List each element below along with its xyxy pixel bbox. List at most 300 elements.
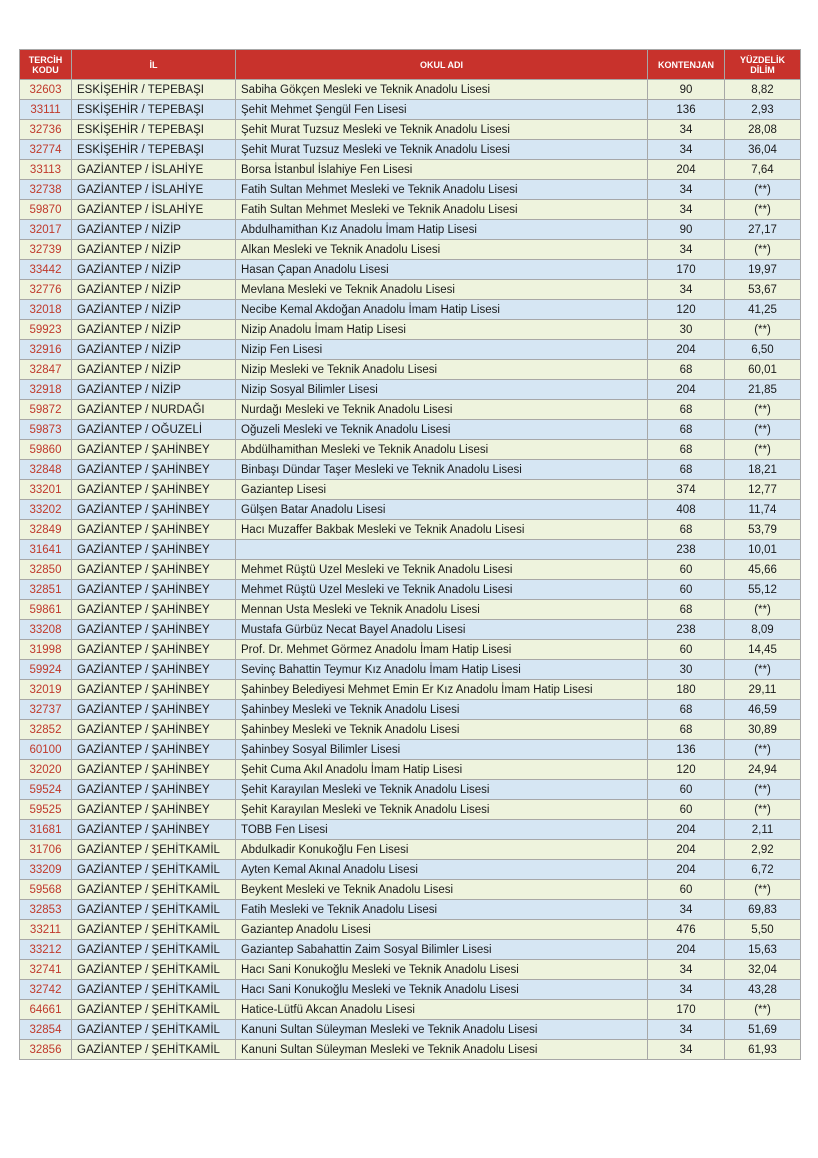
table-row: [20, 840, 801, 860]
okul-adi-cell: Binbaşı Dündar Taşer Mesleki ve Teknik Anadolu Lisesi: [236, 460, 648, 480]
table-body: [20, 80, 801, 1060]
kontenjan-cell: 68: [648, 440, 725, 460]
header-il: İL: [72, 50, 236, 80]
yuzdelik-dilim-cell: 28,08: [725, 120, 801, 140]
table-row: [20, 240, 801, 260]
okul-adi-cell: Gaziantep Lisesi: [236, 480, 648, 500]
il-cell: GAZİANTEP / NİZİP: [72, 220, 236, 240]
header-okul-adi: OKUL ADI: [236, 50, 648, 80]
okul-adi-cell: Abdulkadir Konukoğlu Fen Lisesi: [236, 840, 648, 860]
table-row: [20, 680, 801, 700]
il-cell: GAZİANTEP / ŞAHİNBEY: [72, 780, 236, 800]
il-cell: GAZİANTEP / ŞAHİNBEY: [72, 720, 236, 740]
table-row: [20, 780, 801, 800]
okul-adi-cell: Beykent Mesleki ve Teknik Anadolu Lisesi: [236, 880, 648, 900]
table-row: [20, 480, 801, 500]
tercih-kodu-cell: 32020: [20, 760, 72, 780]
school-table-container: [19, 49, 800, 1060]
okul-adi-cell: Kanuni Sultan Süleyman Mesleki ve Teknik Anadolu Lisesi: [236, 1040, 648, 1060]
il-cell: GAZİANTEP / ŞAHİNBEY: [72, 520, 236, 540]
kontenjan-cell: 68: [648, 360, 725, 380]
yuzdelik-dilim-cell: 61,93: [725, 1040, 801, 1060]
kontenjan-cell: 374: [648, 480, 725, 500]
kontenjan-cell: 238: [648, 540, 725, 560]
table-row: [20, 260, 801, 280]
il-cell: ESKİŞEHİR / TEPEBAŞI: [72, 140, 236, 160]
table-row: [20, 280, 801, 300]
yuzdelik-dilim-cell: 11,74: [725, 500, 801, 520]
yuzdelik-dilim-cell: 2,92: [725, 840, 801, 860]
kontenjan-cell: 120: [648, 300, 725, 320]
okul-adi-cell: Mustafa Gürbüz Necat Bayel Anadolu Lisesi: [236, 620, 648, 640]
okul-adi-cell: Gülşen Batar Anadolu Lisesi: [236, 500, 648, 520]
tercih-kodu-cell: 59870: [20, 200, 72, 220]
yuzdelik-dilim-cell: (**): [725, 180, 801, 200]
okul-adi-cell: Hacı Sani Konukoğlu Mesleki ve Teknik Anadolu Lisesi: [236, 980, 648, 1000]
tercih-kodu-cell: 32018: [20, 300, 72, 320]
header-kontenjan: KONTENJAN: [648, 50, 725, 80]
yuzdelik-dilim-cell: (**): [725, 1000, 801, 1020]
table-row: [20, 160, 801, 180]
yuzdelik-dilim-cell: (**): [725, 660, 801, 680]
table-row: [20, 860, 801, 880]
yuzdelik-dilim-cell: 29,11: [725, 680, 801, 700]
il-cell: GAZİANTEP / NİZİP: [72, 300, 236, 320]
yuzdelik-dilim-cell: 18,21: [725, 460, 801, 480]
il-cell: GAZİANTEP / ŞEHİTKAMİL: [72, 1040, 236, 1060]
yuzdelik-dilim-cell: 14,45: [725, 640, 801, 660]
tercih-kodu-cell: 32849: [20, 520, 72, 540]
okul-adi-cell: Sabiha Gökçen Mesleki ve Teknik Anadolu Lisesi: [236, 80, 648, 100]
kontenjan-cell: 60: [648, 880, 725, 900]
tercih-kodu-cell: 32853: [20, 900, 72, 920]
table-row: [20, 620, 801, 640]
tercih-kodu-cell: 31681: [20, 820, 72, 840]
okul-adi-cell: Nizip Mesleki ve Teknik Anadolu Lisesi: [236, 360, 648, 380]
yuzdelik-dilim-cell: 10,01: [725, 540, 801, 560]
il-cell: GAZİANTEP / ŞAHİNBEY: [72, 560, 236, 580]
tercih-kodu-cell: 33442: [20, 260, 72, 280]
kontenjan-cell: 170: [648, 260, 725, 280]
tercih-kodu-cell: 32017: [20, 220, 72, 240]
kontenjan-cell: 34: [648, 180, 725, 200]
tercih-kodu-cell: 33209: [20, 860, 72, 880]
il-cell: GAZİANTEP / İSLAHİYE: [72, 200, 236, 220]
tercih-kodu-cell: 59568: [20, 880, 72, 900]
kontenjan-cell: 30: [648, 320, 725, 340]
table-row: [20, 960, 801, 980]
il-cell: GAZİANTEP / İSLAHİYE: [72, 160, 236, 180]
tercih-kodu-cell: 32741: [20, 960, 72, 980]
il-cell: GAZİANTEP / ŞEHİTKAMİL: [72, 960, 236, 980]
yuzdelik-dilim-cell: (**): [725, 320, 801, 340]
yuzdelik-dilim-cell: (**): [725, 440, 801, 460]
yuzdelik-dilim-cell: 36,04: [725, 140, 801, 160]
il-cell: GAZİANTEP / ŞAHİNBEY: [72, 740, 236, 760]
table-row: [20, 920, 801, 940]
okul-adi-cell: Hasan Çapan Anadolu Lisesi: [236, 260, 648, 280]
yuzdelik-dilim-cell: 51,69: [725, 1020, 801, 1040]
kontenjan-cell: 476: [648, 920, 725, 940]
tercih-kodu-cell: 32856: [20, 1040, 72, 1060]
tercih-kodu-cell: 32848: [20, 460, 72, 480]
okul-adi-cell: Hatice-Lütfü Akcan Anadolu Lisesi: [236, 1000, 648, 1020]
il-cell: GAZİANTEP / ŞEHİTKAMİL: [72, 1000, 236, 1020]
kontenjan-cell: 34: [648, 1020, 725, 1040]
kontenjan-cell: 238: [648, 620, 725, 640]
tercih-kodu-cell: 32776: [20, 280, 72, 300]
okul-adi-cell: Şahinbey Sosyal Bilimler Lisesi: [236, 740, 648, 760]
okul-adi-cell: Borsa İstanbul İslahiye Fen Lisesi: [236, 160, 648, 180]
yuzdelik-dilim-cell: (**): [725, 780, 801, 800]
kontenjan-cell: 408: [648, 500, 725, 520]
table-row: [20, 760, 801, 780]
table-row: [20, 980, 801, 1000]
okul-adi-cell: Mennan Usta Mesleki ve Teknik Anadolu Lisesi: [236, 600, 648, 620]
kontenjan-cell: 136: [648, 100, 725, 120]
yuzdelik-dilim-cell: 53,79: [725, 520, 801, 540]
il-cell: GAZİANTEP / ŞEHİTKAMİL: [72, 1020, 236, 1040]
table-row: [20, 740, 801, 760]
il-cell: GAZİANTEP / NİZİP: [72, 360, 236, 380]
kontenjan-cell: 90: [648, 80, 725, 100]
okul-adi-cell: Abdulhamithan Kız Anadolu İmam Hatip Lisesi: [236, 220, 648, 240]
tercih-kodu-cell: 32736: [20, 120, 72, 140]
okul-adi-cell: Necibe Kemal Akdoğan Anadolu İmam Hatip Lisesi: [236, 300, 648, 320]
kontenjan-cell: 34: [648, 280, 725, 300]
kontenjan-cell: 90: [648, 220, 725, 240]
table-row: [20, 900, 801, 920]
table-row: [20, 540, 801, 560]
table-row: [20, 700, 801, 720]
okul-adi-cell: Şahinbey Belediyesi Mehmet Emin Er Kız Anadolu İmam Hatip Lisesi: [236, 680, 648, 700]
kontenjan-cell: 204: [648, 160, 725, 180]
okul-adi-cell: Fatih Sultan Mehmet Mesleki ve Teknik Anadolu Lisesi: [236, 180, 648, 200]
yuzdelik-dilim-cell: (**): [725, 400, 801, 420]
tercih-kodu-cell: 59861: [20, 600, 72, 620]
tercih-kodu-cell: 32774: [20, 140, 72, 160]
okul-adi-cell: Nizip Anadolu İmam Hatip Lisesi: [236, 320, 648, 340]
tercih-kodu-cell: 32603: [20, 80, 72, 100]
tercih-kodu-cell: 59873: [20, 420, 72, 440]
tercih-kodu-cell: 59860: [20, 440, 72, 460]
kontenjan-cell: 68: [648, 420, 725, 440]
yuzdelik-dilim-cell: 32,04: [725, 960, 801, 980]
yuzdelik-dilim-cell: 6,72: [725, 860, 801, 880]
il-cell: ESKİŞEHİR / TEPEBAŞI: [72, 120, 236, 140]
tercih-kodu-cell: 59524: [20, 780, 72, 800]
yuzdelik-dilim-cell: 7,64: [725, 160, 801, 180]
il-cell: GAZİANTEP / ŞAHİNBEY: [72, 800, 236, 820]
yuzdelik-dilim-cell: 69,83: [725, 900, 801, 920]
tercih-kodu-cell: 32916: [20, 340, 72, 360]
yuzdelik-dilim-cell: 8,82: [725, 80, 801, 100]
il-cell: GAZİANTEP / ŞEHİTKAMİL: [72, 880, 236, 900]
table-row: [20, 660, 801, 680]
okul-adi-cell: Şehit Murat Tuzsuz Mesleki ve Teknik Anadolu Lisesi: [236, 120, 648, 140]
yuzdelik-dilim-cell: (**): [725, 600, 801, 620]
yuzdelik-dilim-cell: 15,63: [725, 940, 801, 960]
kontenjan-cell: 34: [648, 960, 725, 980]
yuzdelik-dilim-cell: (**): [725, 880, 801, 900]
kontenjan-cell: 170: [648, 1000, 725, 1020]
table-row: [20, 940, 801, 960]
table-row: [20, 360, 801, 380]
table-row: [20, 120, 801, 140]
school-table: [19, 49, 801, 1060]
table-row: [20, 320, 801, 340]
table-row: [20, 180, 801, 200]
yuzdelik-dilim-cell: (**): [725, 800, 801, 820]
il-cell: GAZİANTEP / ŞAHİNBEY: [72, 580, 236, 600]
kontenjan-cell: 34: [648, 140, 725, 160]
table-row: [20, 880, 801, 900]
tercih-kodu-cell: 59872: [20, 400, 72, 420]
tercih-kodu-cell: 32737: [20, 700, 72, 720]
okul-adi-cell: TOBB Fen Lisesi: [236, 820, 648, 840]
okul-adi-cell: Gaziantep Anadolu Lisesi: [236, 920, 648, 940]
kontenjan-cell: 68: [648, 460, 725, 480]
il-cell: GAZİANTEP / NURDAĞI: [72, 400, 236, 420]
il-cell: GAZİANTEP / ŞAHİNBEY: [72, 540, 236, 560]
table-row: [20, 820, 801, 840]
il-cell: GAZİANTEP / ŞEHİTKAMİL: [72, 860, 236, 880]
il-cell: GAZİANTEP / ŞAHİNBEY: [72, 660, 236, 680]
il-cell: GAZİANTEP / ŞAHİNBEY: [72, 440, 236, 460]
yuzdelik-dilim-cell: (**): [725, 740, 801, 760]
tercih-kodu-cell: 59924: [20, 660, 72, 680]
okul-adi-cell: Fatih Sultan Mehmet Mesleki ve Teknik Anadolu Lisesi: [236, 200, 648, 220]
table-row: [20, 1000, 801, 1020]
kontenjan-cell: 120: [648, 760, 725, 780]
table-row: [20, 640, 801, 660]
table-row: [20, 340, 801, 360]
table-row: [20, 600, 801, 620]
okul-adi-cell: Mehmet Rüştü Uzel Mesleki ve Teknik Anadolu Lisesi: [236, 580, 648, 600]
il-cell: GAZİANTEP / ŞAHİNBEY: [72, 460, 236, 480]
yuzdelik-dilim-cell: (**): [725, 420, 801, 440]
il-cell: GAZİANTEP / ŞAHİNBEY: [72, 640, 236, 660]
yuzdelik-dilim-cell: 41,25: [725, 300, 801, 320]
kontenjan-cell: 68: [648, 520, 725, 540]
okul-adi-cell: Ayten Kemal Akınal Anadolu Lisesi: [236, 860, 648, 880]
table-row: [20, 80, 801, 100]
okul-adi-cell: Nizip Sosyal Bilimler Lisesi: [236, 380, 648, 400]
table-row: [20, 380, 801, 400]
yuzdelik-dilim-cell: 12,77: [725, 480, 801, 500]
tercih-kodu-cell: 64661: [20, 1000, 72, 1020]
il-cell: GAZİANTEP / ŞAHİNBEY: [72, 500, 236, 520]
table-row: [20, 200, 801, 220]
okul-adi-cell: Gaziantep Sabahattin Zaim Sosyal Bilimler Lisesi: [236, 940, 648, 960]
il-cell: GAZİANTEP / ŞAHİNBEY: [72, 480, 236, 500]
kontenjan-cell: 34: [648, 120, 725, 140]
okul-adi-cell: [236, 540, 648, 560]
il-cell: GAZİANTEP / ŞEHİTKAMİL: [72, 900, 236, 920]
kontenjan-cell: 204: [648, 840, 725, 860]
table-row: [20, 460, 801, 480]
okul-adi-cell: Şehit Karayılan Mesleki ve Teknik Anadolu Lisesi: [236, 780, 648, 800]
kontenjan-cell: 60: [648, 640, 725, 660]
table-row: [20, 800, 801, 820]
header-tercih-kodu: TERCİH KODU: [20, 50, 72, 80]
tercih-kodu-cell: 32851: [20, 580, 72, 600]
il-cell: GAZİANTEP / İSLAHİYE: [72, 180, 236, 200]
table-row: [20, 420, 801, 440]
yuzdelik-dilim-cell: 19,97: [725, 260, 801, 280]
yuzdelik-dilim-cell: 60,01: [725, 360, 801, 380]
kontenjan-cell: 204: [648, 820, 725, 840]
kontenjan-cell: 34: [648, 900, 725, 920]
tercih-kodu-cell: 32850: [20, 560, 72, 580]
okul-adi-cell: Hacı Muzaffer Bakbak Mesleki ve Teknik Anadolu Lisesi: [236, 520, 648, 540]
kontenjan-cell: 68: [648, 720, 725, 740]
il-cell: GAZİANTEP / ŞEHİTKAMİL: [72, 940, 236, 960]
kontenjan-cell: 204: [648, 380, 725, 400]
okul-adi-cell: Şahinbey Mesleki ve Teknik Anadolu Lisesi: [236, 700, 648, 720]
yuzdelik-dilim-cell: 6,50: [725, 340, 801, 360]
okul-adi-cell: Fatih Mesleki ve Teknik Anadolu Lisesi: [236, 900, 648, 920]
kontenjan-cell: 204: [648, 940, 725, 960]
il-cell: GAZİANTEP / ŞAHİNBEY: [72, 820, 236, 840]
table-row: [20, 400, 801, 420]
kontenjan-cell: 68: [648, 700, 725, 720]
table-row: [20, 1020, 801, 1040]
tercih-kodu-cell: 32847: [20, 360, 72, 380]
tercih-kodu-cell: 32918: [20, 380, 72, 400]
table-row: [20, 500, 801, 520]
tercih-kodu-cell: 32738: [20, 180, 72, 200]
kontenjan-cell: 136: [648, 740, 725, 760]
tercih-kodu-cell: 32854: [20, 1020, 72, 1040]
okul-adi-cell: Prof. Dr. Mehmet Görmez Anadolu İmam Hatip Lisesi: [236, 640, 648, 660]
table-row: [20, 220, 801, 240]
okul-adi-cell: Mehmet Rüştü Uzel Mesleki ve Teknik Anadolu Lisesi: [236, 560, 648, 580]
kontenjan-cell: 30: [648, 660, 725, 680]
okul-adi-cell: Kanuni Sultan Süleyman Mesleki ve Teknik Anadolu Lisesi: [236, 1020, 648, 1040]
kontenjan-cell: 34: [648, 200, 725, 220]
yuzdelik-dilim-cell: 27,17: [725, 220, 801, 240]
il-cell: GAZİANTEP / NİZİP: [72, 260, 236, 280]
okul-adi-cell: Şehit Murat Tuzsuz Mesleki ve Teknik Anadolu Lisesi: [236, 140, 648, 160]
header-yuzdelik-dilim: YÜZDELİK DİLİM: [725, 50, 801, 80]
il-cell: ESKİŞEHİR / TEPEBAŞI: [72, 100, 236, 120]
il-cell: GAZİANTEP / ŞAHİNBEY: [72, 760, 236, 780]
tercih-kodu-cell: 59923: [20, 320, 72, 340]
kontenjan-cell: 68: [648, 600, 725, 620]
tercih-kodu-cell: 59525: [20, 800, 72, 820]
yuzdelik-dilim-cell: 8,09: [725, 620, 801, 640]
tercih-kodu-cell: 33113: [20, 160, 72, 180]
yuzdelik-dilim-cell: 46,59: [725, 700, 801, 720]
table-row: [20, 560, 801, 580]
table-row: [20, 520, 801, 540]
il-cell: ESKİŞEHİR / TEPEBAŞI: [72, 80, 236, 100]
okul-adi-cell: Mevlana Mesleki ve Teknik Anadolu Lisesi: [236, 280, 648, 300]
table-row: [20, 140, 801, 160]
tercih-kodu-cell: 33208: [20, 620, 72, 640]
table-row: [20, 440, 801, 460]
yuzdelik-dilim-cell: 21,85: [725, 380, 801, 400]
tercih-kodu-cell: 32739: [20, 240, 72, 260]
okul-adi-cell: Hacı Sani Konukoğlu Mesleki ve Teknik Anadolu Lisesi: [236, 960, 648, 980]
table-row: [20, 580, 801, 600]
okul-adi-cell: Şahinbey Mesleki ve Teknik Anadolu Lisesi: [236, 720, 648, 740]
il-cell: GAZİANTEP / NİZİP: [72, 320, 236, 340]
okul-adi-cell: Abdülhamithan Mesleki ve Teknik Anadolu Lisesi: [236, 440, 648, 460]
tercih-kodu-cell: 33201: [20, 480, 72, 500]
yuzdelik-dilim-cell: 2,11: [725, 820, 801, 840]
yuzdelik-dilim-cell: 55,12: [725, 580, 801, 600]
kontenjan-cell: 204: [648, 860, 725, 880]
tercih-kodu-cell: 32742: [20, 980, 72, 1000]
okul-adi-cell: Sevinç Bahattin Teymur Kız Anadolu İmam Hatip Lisesi: [236, 660, 648, 680]
tercih-kodu-cell: 33111: [20, 100, 72, 120]
il-cell: GAZİANTEP / NİZİP: [72, 280, 236, 300]
okul-adi-cell: Şehit Mehmet Şengül Fen Lisesi: [236, 100, 648, 120]
yuzdelik-dilim-cell: 2,93: [725, 100, 801, 120]
kontenjan-cell: 68: [648, 400, 725, 420]
il-cell: GAZİANTEP / ŞEHİTKAMİL: [72, 840, 236, 860]
tercih-kodu-cell: 33212: [20, 940, 72, 960]
yuzdelik-dilim-cell: 5,50: [725, 920, 801, 940]
yuzdelik-dilim-cell: 45,66: [725, 560, 801, 580]
il-cell: GAZİANTEP / NİZİP: [72, 340, 236, 360]
il-cell: GAZİANTEP / ŞAHİNBEY: [72, 620, 236, 640]
kontenjan-cell: 60: [648, 580, 725, 600]
kontenjan-cell: 34: [648, 980, 725, 1000]
kontenjan-cell: 34: [648, 240, 725, 260]
tercih-kodu-cell: 60100: [20, 740, 72, 760]
il-cell: GAZİANTEP / NİZİP: [72, 380, 236, 400]
il-cell: GAZİANTEP / ŞAHİNBEY: [72, 600, 236, 620]
okul-adi-cell: Oğuzeli Mesleki ve Teknik Anadolu Lisesi: [236, 420, 648, 440]
il-cell: GAZİANTEP / ŞEHİTKAMİL: [72, 980, 236, 1000]
yuzdelik-dilim-cell: 53,67: [725, 280, 801, 300]
il-cell: GAZİANTEP / ŞAHİNBEY: [72, 700, 236, 720]
tercih-kodu-cell: 33211: [20, 920, 72, 940]
okul-adi-cell: Şehit Cuma Akıl Anadolu İmam Hatip Lisesi: [236, 760, 648, 780]
yuzdelik-dilim-cell: 43,28: [725, 980, 801, 1000]
kontenjan-cell: 60: [648, 560, 725, 580]
il-cell: GAZİANTEP / ŞEHİTKAMİL: [72, 920, 236, 940]
kontenjan-cell: 204: [648, 340, 725, 360]
yuzdelik-dilim-cell: 24,94: [725, 760, 801, 780]
okul-adi-cell: Alkan Mesleki ve Teknik Anadolu Lisesi: [236, 240, 648, 260]
table-row: [20, 720, 801, 740]
table-row: [20, 1040, 801, 1060]
okul-adi-cell: Nizip Fen Lisesi: [236, 340, 648, 360]
il-cell: GAZİANTEP / ŞAHİNBEY: [72, 680, 236, 700]
kontenjan-cell: 34: [648, 1040, 725, 1060]
yuzdelik-dilim-cell: (**): [725, 200, 801, 220]
table-row: [20, 300, 801, 320]
table-header-row: [20, 50, 801, 80]
kontenjan-cell: 60: [648, 800, 725, 820]
okul-adi-cell: Nurdağı Mesleki ve Teknik Anadolu Lisesi: [236, 400, 648, 420]
tercih-kodu-cell: 31706: [20, 840, 72, 860]
yuzdelik-dilim-cell: 30,89: [725, 720, 801, 740]
il-cell: GAZİANTEP / OĞUZELİ: [72, 420, 236, 440]
kontenjan-cell: 60: [648, 780, 725, 800]
tercih-kodu-cell: 31641: [20, 540, 72, 560]
table-row: [20, 100, 801, 120]
tercih-kodu-cell: 32852: [20, 720, 72, 740]
kontenjan-cell: 180: [648, 680, 725, 700]
yuzdelik-dilim-cell: (**): [725, 240, 801, 260]
tercih-kodu-cell: 31998: [20, 640, 72, 660]
okul-adi-cell: Şehit Karayılan Mesleki ve Teknik Anadolu Lisesi: [236, 800, 648, 820]
